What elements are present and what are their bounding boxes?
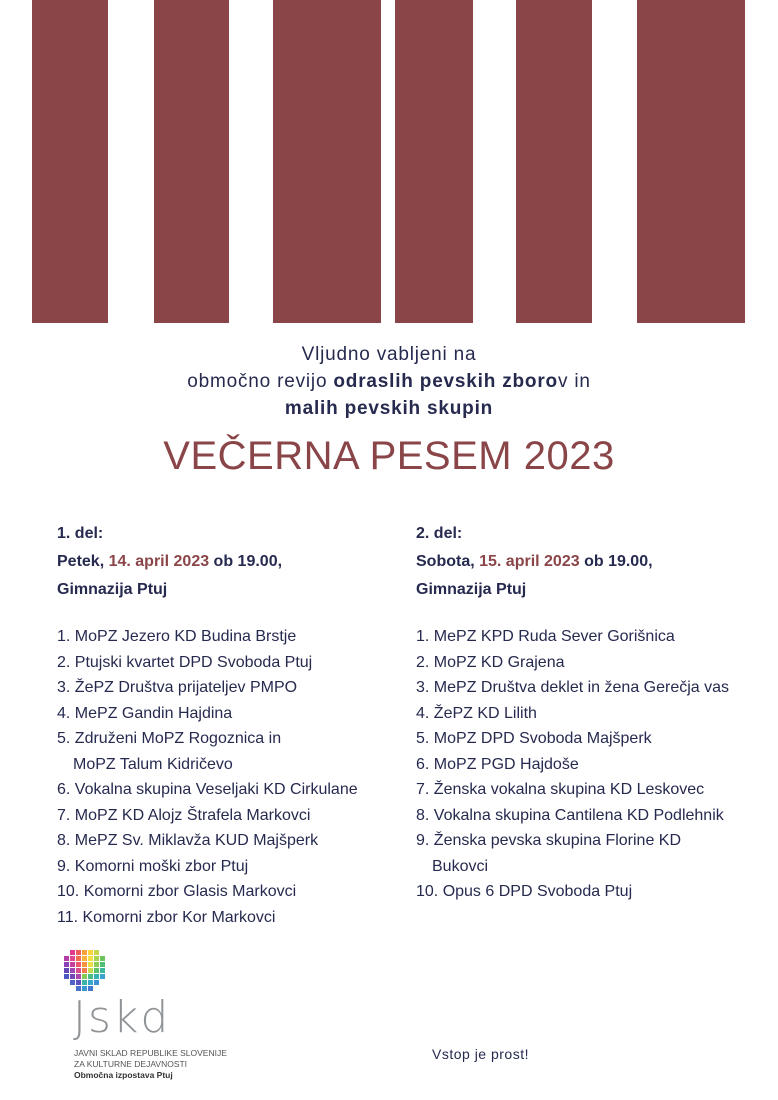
- list-item: 3. MePZ Društva deklet in žena Gerečja vas: [416, 679, 730, 696]
- list-item: 1. MoPZ Jezero KD Budina Brstje: [57, 628, 297, 645]
- intro-line-1: Vljudno vabljeni na: [301, 344, 477, 365]
- piano-white-gap: [229, 0, 273, 130]
- day: Petek,: [57, 553, 109, 570]
- jskd-logo-mosaic-icon: [60, 948, 110, 998]
- piano-white-gap: [108, 0, 154, 130]
- piano-white-gap: [473, 0, 516, 130]
- list-item: [57, 752, 417, 778]
- list-item: 7. MoPZ KD Alojz Štrafela Markovci: [57, 806, 311, 824]
- list-item: 8. MePZ Sv. Miklavža KUD Majšperk: [57, 832, 319, 849]
- list-item: 9. Ženska pevska skupina Florine KD: [416, 832, 682, 849]
- part-2-venue: Gimnazija Ptuj: [416, 581, 527, 598]
- date: 14. april 2023: [108, 553, 210, 570]
- piano-key: [637, 0, 745, 323]
- list-item: 7. Ženska vokalna skupina KD Leskovec: [416, 781, 705, 798]
- event-title: VEČERNA PESEM 2023: [163, 434, 615, 478]
- logo-subtitle-line: JAVNI SKLAD REPUBLIKE SLOVENIJE: [74, 1048, 227, 1058]
- jskd-logo-subtitle: [74, 1048, 227, 1081]
- intro-line-3: [0, 395, 778, 422]
- piano-key: [516, 0, 592, 323]
- part-2-datetime: [416, 548, 776, 576]
- intro-text: območno revijo: [187, 371, 334, 392]
- logo-subtitle-line: ZA KULTURNE DEJAVNOSTI: [74, 1059, 188, 1069]
- day: Sobota,: [416, 553, 480, 570]
- entry-notice: Vstop je prost!: [432, 1046, 529, 1062]
- list-item: 5. Združeni MoPZ Rogoznica in: [57, 730, 282, 747]
- list-item: [416, 854, 776, 880]
- intro-emphasis: odraslih pevskih zboro: [333, 371, 558, 392]
- piano-keys-graphic: [0, 0, 778, 330]
- piano-white-gap: [592, 0, 637, 130]
- list-item: 11. Komorni zbor Kor Markovci: [57, 908, 276, 926]
- list-item: 4. ŽePZ KD Lilith: [416, 704, 537, 722]
- piano-key: [32, 0, 108, 323]
- jskd-logo-wordmark: Jskd: [73, 992, 171, 1043]
- time: ob 19.00,: [579, 553, 653, 570]
- list-item: 6. MoPZ PGD Hajdoše: [416, 755, 579, 773]
- list-item: 9. Komorni moški zbor Ptuj: [57, 857, 249, 875]
- list-item: 8. Vokalna skupina Cantilena KD Podlehnik: [416, 806, 724, 824]
- part-2-label: 2. del:: [416, 525, 463, 542]
- part-1-venue: Gimnazija Ptuj: [57, 581, 168, 598]
- intro-line-2: [0, 368, 778, 395]
- intro-text: v in: [557, 371, 591, 392]
- date: 15. april 2023: [479, 553, 580, 570]
- list-item: 1. MePZ KPD Ruda Sever Gorišnica: [416, 628, 675, 645]
- part-1-column: [57, 520, 417, 930]
- part-1-datetime: [57, 548, 417, 576]
- piano-key: [395, 0, 473, 323]
- part-2-list: [416, 624, 776, 905]
- list-item: 2. MoPZ KD Grajena: [416, 653, 565, 671]
- part-2-column: [416, 520, 776, 905]
- part-1-label: 1. del:: [57, 525, 104, 542]
- list-item: 4. MePZ Gandin Hajdina: [57, 704, 233, 722]
- list-item: 2. Ptujski kvartet DPD Svoboda Ptuj: [57, 653, 313, 671]
- time: ob 19.00,: [209, 553, 283, 570]
- list-item: 10. Komorni zbor Glasis Markovci: [57, 883, 297, 900]
- list-item: 10. Opus 6 DPD Svoboda Ptuj: [416, 883, 633, 900]
- part-1-list: [57, 624, 417, 930]
- list-item: 3. ŽePZ Društva prijateljev PMPO: [57, 679, 298, 696]
- piano-key: [273, 0, 381, 323]
- list-item: 6. Vokalna skupina Veseljaki KD Cirkulane: [57, 781, 358, 798]
- intro-emphasis: malih pevskih skupin: [284, 398, 494, 419]
- list-item-continuation: MoPZ Talum Kidričevo: [73, 755, 233, 773]
- piano-key: [154, 0, 229, 323]
- logo-subtitle-line: Območna izpostava Ptuj: [74, 1070, 173, 1080]
- list-item-continuation: Bukovci: [432, 857, 489, 875]
- list-item: 5. MoPZ DPD Svoboda Majšperk: [416, 730, 652, 747]
